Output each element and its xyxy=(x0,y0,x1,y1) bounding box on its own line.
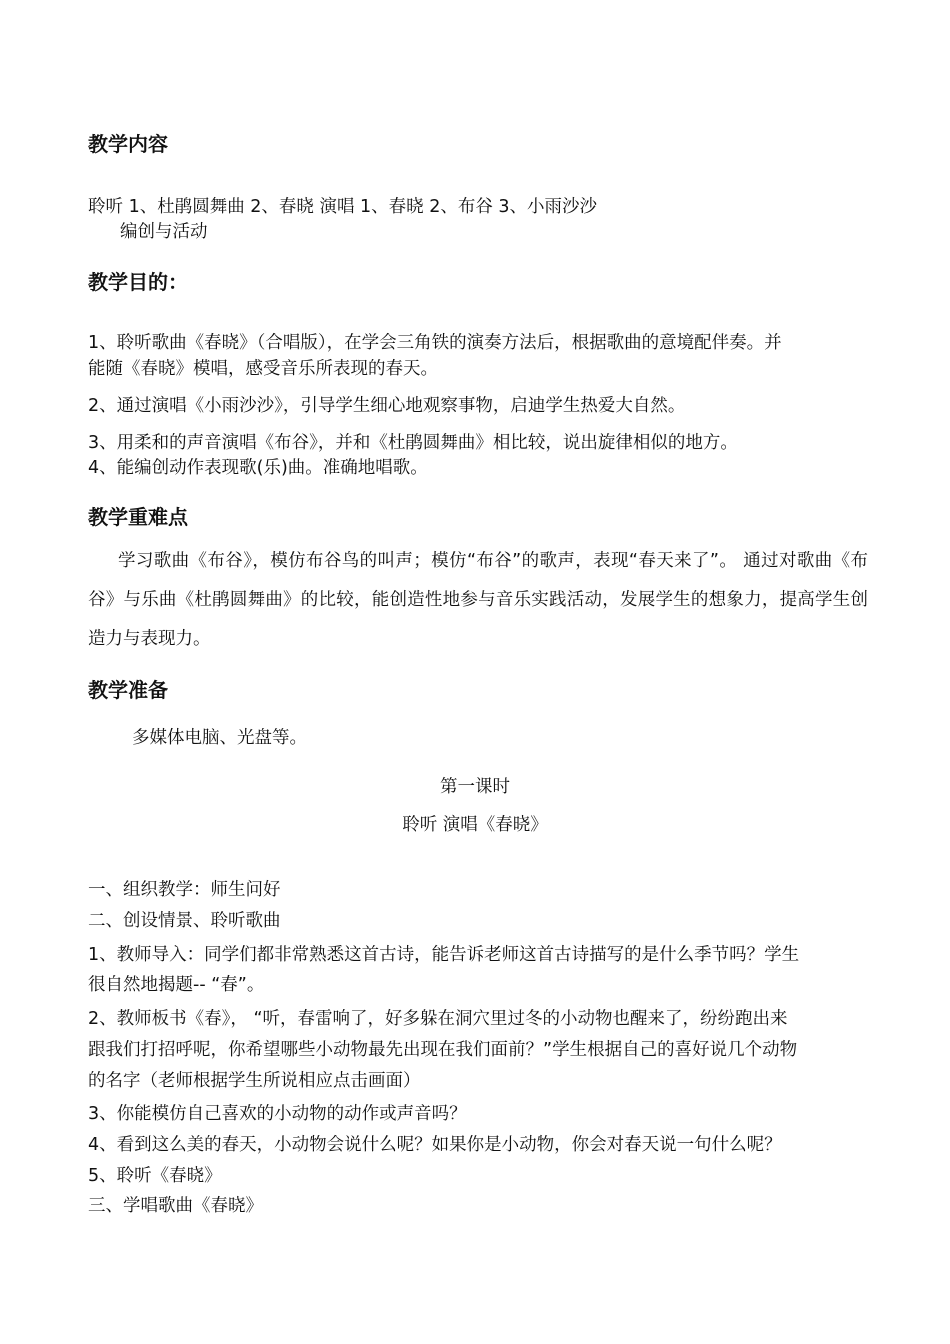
goal-item-3: 3、用柔和的声音演唱《布谷》，并和《杜鹃圆舞曲》相比较，说出旋律相似的地方。 xyxy=(88,433,738,453)
lesson-line: 5、聆听《春晓》 xyxy=(88,1166,222,1186)
lesson-line: 4、看到这么美的春天，小动物会说什么呢？如果你是小动物，你会对春天说一句什么呢？ xyxy=(88,1135,782,1155)
content-line-1: 聆听 1、杜鹃圆舞曲 2、春晓 演唱 1、春晓 2、布谷 3、小雨沙沙 xyxy=(88,197,598,217)
goal-item-4: 4、能编创动作表现歌(乐)曲。准确地唱歌。 xyxy=(88,458,428,478)
lesson-line: 1、教师导入：同学们都非常熟悉这首古诗，能告诉老师这首古诗描写的是什么季节吗？学生 xyxy=(88,945,800,965)
content-line-2: 编创与活动 xyxy=(120,222,208,242)
section-heading-prep: 教学准备 xyxy=(88,678,168,702)
goal-item-1a: 1、聆听歌曲《春晓》（合唱版），在学会三角铁的演奏方法后，根据歌曲的意境配伴奏。并 xyxy=(88,333,782,353)
keypoints-paragraph: 学习歌曲《布谷》，模仿布谷鸟的叫声；模仿“布谷”的歌声，表现“春天来了”。 通过对歌曲《布谷》与乐曲《杜鹃圆舞曲》的比较，能创造性地参与音乐实践活动，发展学生的想象力，提高学生创造力与表现力。 xyxy=(88,551,868,649)
prep-text: 多媒体电脑、光盘等。 xyxy=(132,728,307,748)
lesson-title: 第一课时 xyxy=(440,777,510,797)
goal-item-2: 2、通过演唱《小雨沙沙》，引导学生细心地观察事物，启迪学生热爱大自然。 xyxy=(88,396,686,416)
section-heading-goals: 教学目的： xyxy=(88,270,188,294)
lesson-line: 三、学唱歌曲《春晓》 xyxy=(88,1196,263,1216)
lesson-subtitle: 聆听 演唱《春晓》 xyxy=(402,815,548,835)
section-heading-keypoints: 教学重难点 xyxy=(88,505,188,529)
lesson-line: 一、组织教学：师生问好 xyxy=(88,880,281,900)
lesson-line: 很自然地揭题-- “春”。 xyxy=(88,975,265,995)
section-heading-content: 教学内容 xyxy=(88,132,168,156)
goal-item-1b: 能随《春晓》模唱，感受音乐所表现的春天。 xyxy=(88,359,438,379)
lesson-line: 跟我们打招呼呢，你希望哪些小动物最先出现在我们面前？”学生根据自己的喜好说几个动物 xyxy=(88,1040,798,1060)
lesson-line: 2、教师板书《春》， “听，春雷响了，好多躲在洞穴里过冬的小动物也醒来了，纷纷跑出来 xyxy=(88,1009,788,1029)
lesson-line: 3、你能模仿自己喜欢的小动物的动作或声音吗？ xyxy=(88,1104,467,1124)
lesson-line: 二、创设情景、聆听歌曲 xyxy=(88,911,281,931)
lesson-line: 的名字（老师根据学生所说相应点击画面） xyxy=(88,1071,421,1091)
